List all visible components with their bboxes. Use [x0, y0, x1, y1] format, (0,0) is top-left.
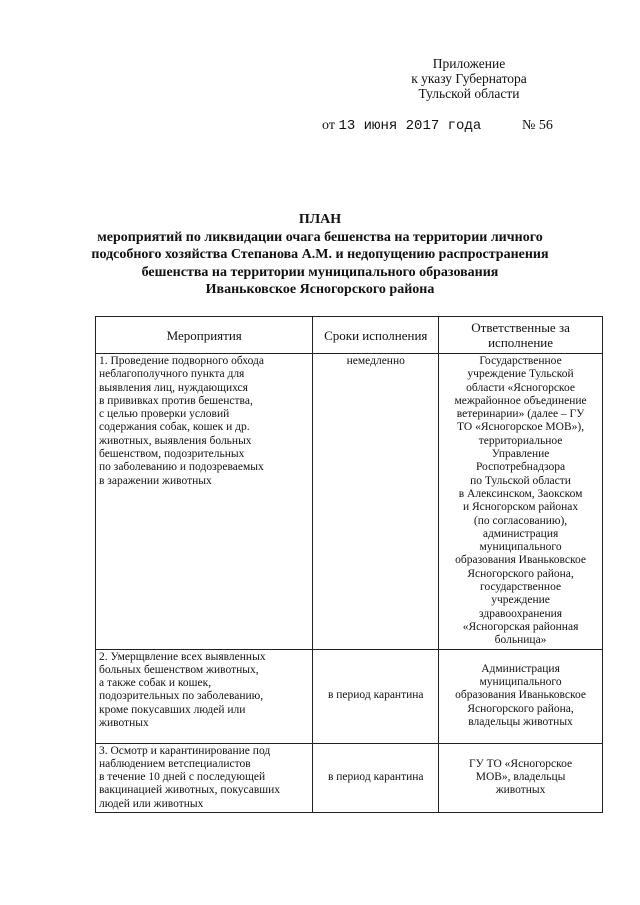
responsible-line: муниципального: [479, 676, 562, 689]
annex-line-1: Приложение: [432, 56, 506, 71]
responsible-line: больница»: [494, 634, 547, 647]
responsible-line: МОВ», владельцы: [475, 771, 566, 784]
measure-line: а также собак и кошек,: [99, 677, 212, 690]
responsible-line: Ясногорского района,: [467, 702, 574, 715]
deadline-cell: в период карантина: [313, 649, 439, 743]
plan-subtitle-line-4: Иваньковское Ясногорского района: [205, 282, 435, 297]
measure-line: в течение 10 дней с последующей: [99, 771, 266, 784]
plan-heading: [60, 211, 580, 299]
responsible-line: по Тульской области: [470, 474, 571, 487]
responsible-cell: [439, 354, 603, 650]
measure-line: наблюдением ветспециалистов: [99, 757, 251, 770]
responsible-line: «Ясногорская районная: [462, 620, 579, 633]
decree-date-prefix: от: [322, 118, 335, 133]
measure-line: 3. Осмотр и карантинирование под: [99, 744, 271, 757]
decree-date: 13 июня 2017 года: [338, 118, 482, 134]
measure-cell: [96, 743, 313, 812]
measure-line: животных, выявления больных: [99, 434, 252, 447]
responsible-line: Роспотребнадзора: [475, 461, 566, 474]
plan-subtitle-line-2: подсобного хозяйства Степанова А.М. и недопущению распространения: [91, 247, 549, 262]
responsible-line: ГУ ТО «Ясногорское: [468, 757, 573, 770]
annex-line-2: к указу Губернатора: [411, 71, 527, 86]
measure-line: животных: [99, 717, 149, 730]
annex-block: [389, 56, 549, 101]
measure-line: по заболеванию и подозреваемых: [99, 461, 264, 474]
table-row: [96, 649, 603, 743]
measure-line: 1. Проведение подворного обхода: [99, 355, 264, 367]
annex-line-3: Тульской области: [418, 86, 520, 101]
responsible-line: ТО «Ясногорское МОВ»),: [457, 421, 585, 434]
measure-line: выявления лиц, нуждающихся: [99, 381, 248, 394]
responsible-line: владельцы животных: [468, 715, 573, 728]
header-responsible: Ответственные за исполнение: [439, 317, 603, 354]
responsible-line: администрация: [482, 527, 559, 540]
decree-number: № 56: [522, 118, 553, 133]
plan-subtitle-line-1: мероприятий по ликвидации очага бешенства на территории личного: [97, 229, 543, 245]
responsible-line: Управление: [491, 448, 550, 461]
measure-line: подозрительных по заболеванию,: [99, 690, 264, 703]
measure-line: неблагополучного пункта для: [99, 368, 245, 381]
table-header-row: [96, 317, 603, 354]
responsible-line: и Ясногорском районах: [462, 501, 579, 514]
measure-line: кроме покусавших людей или: [99, 703, 246, 716]
responsible-line: Государственное: [479, 355, 562, 367]
responsible-line: территориальное: [478, 434, 563, 447]
responsible-line: Администрация: [481, 662, 560, 675]
responsible-line: ветеринарии» (далее – ГУ: [456, 408, 585, 421]
measure-line: больных бешенством животных,: [99, 663, 259, 676]
deadline-cell: в период карантина: [313, 743, 439, 812]
responsible-line: государственное: [480, 581, 562, 594]
measure-cell: [96, 354, 313, 650]
plan-table: [95, 316, 603, 813]
responsible-line: учреждение Тульской: [467, 368, 574, 381]
measure-line: в заражении животных: [99, 474, 212, 487]
responsible-line: образования Иваньковское: [455, 554, 586, 567]
responsible-line: муниципального: [479, 541, 562, 554]
responsible-line: в Алексинском, Заокском: [458, 487, 583, 500]
table-row: [96, 743, 603, 812]
header-deadline: Сроки исполнения: [313, 317, 439, 354]
plan-subtitle-line-3: бешенства на территории муниципального образования: [141, 264, 499, 280]
header-measures: Мероприятия: [96, 317, 313, 354]
measure-line: бешенством, подозрительных: [99, 448, 245, 461]
table-row: [96, 354, 603, 650]
responsible-cell: [439, 743, 603, 812]
measure-line: в прививках против бешенства,: [99, 394, 253, 407]
plan-title: ПЛАН: [298, 212, 342, 227]
responsible-line: (по согласованию),: [473, 514, 568, 527]
measure-line: 2. Умерщвление всех выявленных: [99, 650, 266, 663]
decree-date-line: [322, 118, 481, 134]
responsible-line: здравоохранения: [479, 607, 563, 620]
responsible-line: области «Ясногорское: [466, 381, 575, 394]
deadline-cell: немедленно: [313, 354, 439, 650]
measure-cell: [96, 649, 313, 743]
responsible-line: межрайонное объединение: [454, 394, 587, 407]
responsible-line: Ясногорского района,: [467, 567, 574, 580]
measure-line: с целью проверки условий: [99, 408, 230, 421]
responsible-line: образования Иваньковское: [455, 689, 586, 702]
responsible-line: учреждение: [491, 594, 550, 607]
responsible-cell: [439, 649, 603, 743]
responsible-line: животных: [495, 784, 546, 797]
measure-line: людей или животных: [99, 797, 204, 810]
measure-line: вакцинацией животных, покусавших: [99, 784, 281, 797]
measure-line: содержания собак, кошек и др.: [99, 421, 250, 434]
